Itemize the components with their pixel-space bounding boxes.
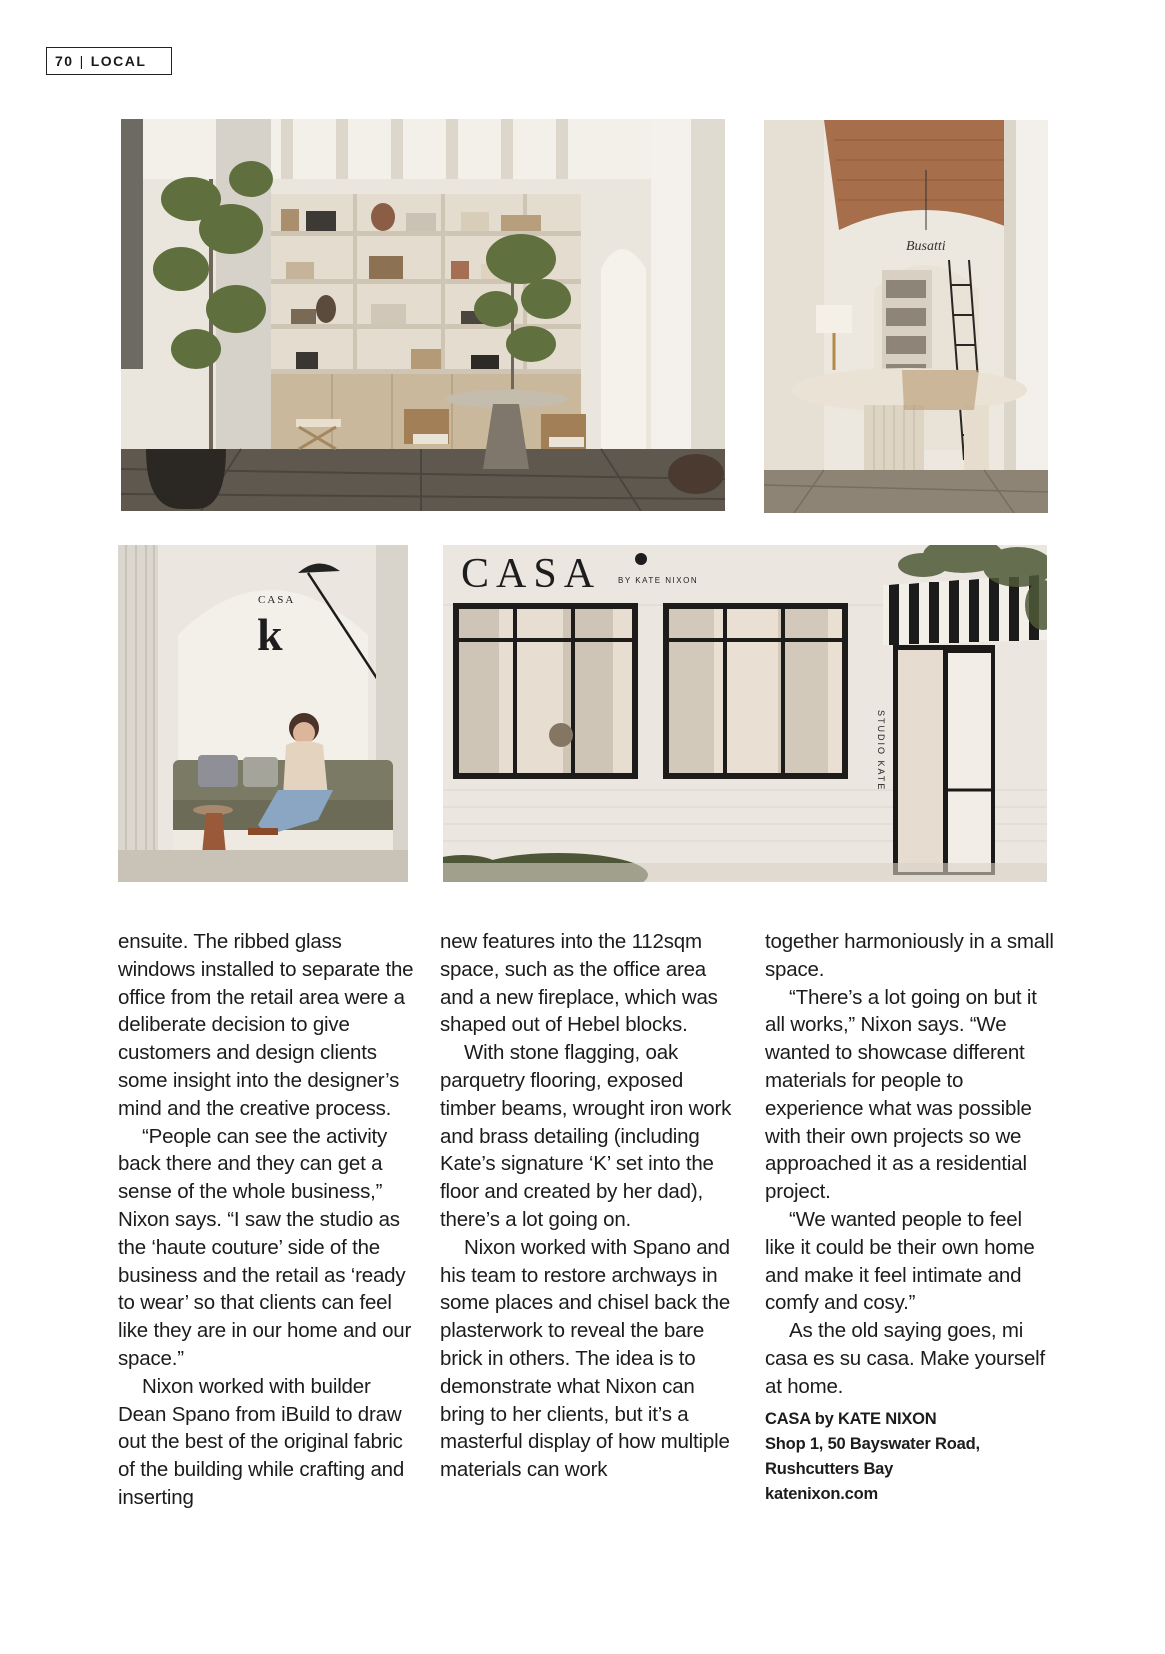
folio-divider: |	[79, 53, 85, 69]
section-label: LOCAL	[90, 53, 147, 69]
photo-storefront	[443, 545, 1047, 882]
shop-address-line-2: Rushcutters Bay	[765, 1459, 894, 1478]
shop-address-line-1: Shop 1, 50 Bayswater Road,	[765, 1434, 980, 1453]
storefront-sign-casa: CASA	[461, 551, 602, 597]
photo-shop-interior	[121, 119, 725, 511]
portrait-wall-k: k	[257, 609, 283, 660]
office-nook-image	[764, 120, 1048, 513]
paragraph: new features into the 112sqm space, such as the office area and a new fireplace, which was shaped out of Hebel blocks.	[440, 930, 718, 1037]
shop-interior-image	[121, 119, 725, 511]
paragraph: Nixon worked with builder Dean Spano from iBuild to draw out the best of the original fabric of the building while crafting and inserting	[118, 1374, 405, 1509]
paragraph: With stone flagging, oak parquetry flooring, exposed timber beams, wrought iron work and brass detailing (including Kate’s signature ‘K’ set into the floor and created by her dad), there’s a lot going on.	[440, 1041, 732, 1231]
paragraph: ensuite. The ribbed glass windows installed to separate the office from the retail area were a deliberate decision to give customers and design clients some insight into the designer’s mind and the creative process.	[118, 930, 414, 1120]
paragraph: “People can see the activity back there and they can get a sense of the whole business,” Nixon says. “I saw the studio as the ‘haute couture’ side of the business and the retail as ‘ready to wear’ so that clients can feel like they are in our home and our space.”	[118, 1124, 412, 1370]
portrait-image	[118, 545, 408, 882]
paragraph: “We wanted people to feel like it could be their own home and make it feel intimate and comfy and cosy.”	[765, 1207, 1035, 1315]
storefront-studio-sign: STUDIO KATE	[876, 710, 886, 792]
shop-website-link[interactable]: katenixon.com	[765, 1484, 878, 1503]
article-column-2	[440, 928, 740, 1484]
paragraph: together harmoniously in a small space.	[765, 930, 1054, 981]
paragraph: “There’s a lot going on but it all works,” Nixon says. “We wanted to showcase different materials for people to experience what was possible with their own projects so we approached it as a residential project.	[765, 985, 1037, 1204]
article-column-3	[765, 928, 1055, 1507]
shop-name: CASA by KATE NIXON	[765, 1409, 937, 1428]
shop-info-box	[765, 1407, 1055, 1507]
storefront-sign-byline: BY KATE NIXON	[618, 576, 699, 585]
paragraph: Nixon worked with Spano and his team to restore archways in some places and chisel back the plasterwork to reveal the bare brick in others. The idea is to demonstrate what Nixon can bring to her clients, but it’s a masterful display of how multiple materials can work	[440, 1235, 731, 1482]
article-column-1	[118, 928, 418, 1512]
storefront-image	[443, 545, 1047, 882]
photo-office-nook	[764, 120, 1048, 513]
page-number: 70	[55, 53, 74, 69]
portrait-wall-casa: CASA	[258, 594, 296, 606]
page-folio	[46, 47, 172, 75]
paragraph: As the old saying goes, mi casa es su casa. Make yourself at home.	[765, 1319, 1045, 1398]
photo-portrait	[118, 545, 408, 882]
office-sign: Busatti	[906, 239, 946, 254]
